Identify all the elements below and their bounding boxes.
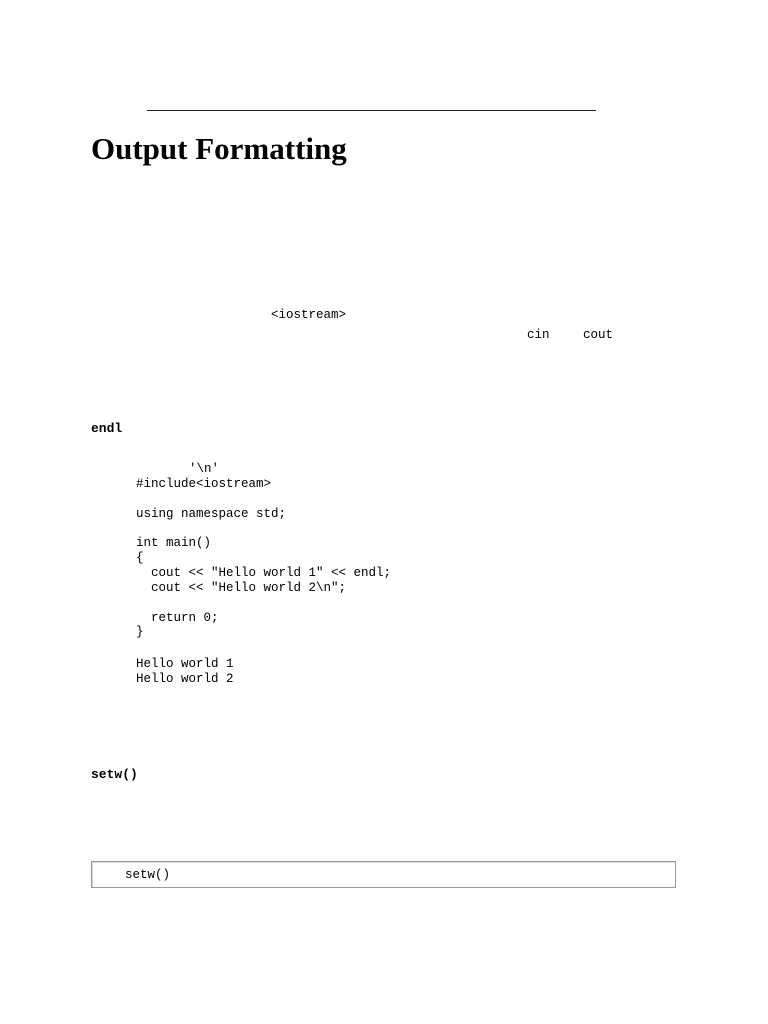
setw-code-box — [91, 861, 676, 888]
endl-code-example: #include<iostream> using namespace std; int main() { cout << "Hello world 1" << endl; cout << "Hello world 2\n"; return 0; } — [136, 477, 392, 640]
newline-char-term: '\n' — [189, 462, 220, 476]
cin-term: cin — [527, 328, 550, 342]
endl-program-output: Hello world 1 Hello world 2 — [136, 657, 234, 686]
endl-heading: endl — [91, 421, 123, 436]
page-title: Output Formatting — [91, 131, 347, 166]
iostream-header-term: <iostream> — [271, 308, 347, 322]
setw-heading: setw() — [91, 767, 138, 782]
horizontal-rule — [147, 110, 596, 111]
setw-box-text: setw() — [125, 868, 171, 882]
cout-term: cout — [583, 328, 614, 342]
